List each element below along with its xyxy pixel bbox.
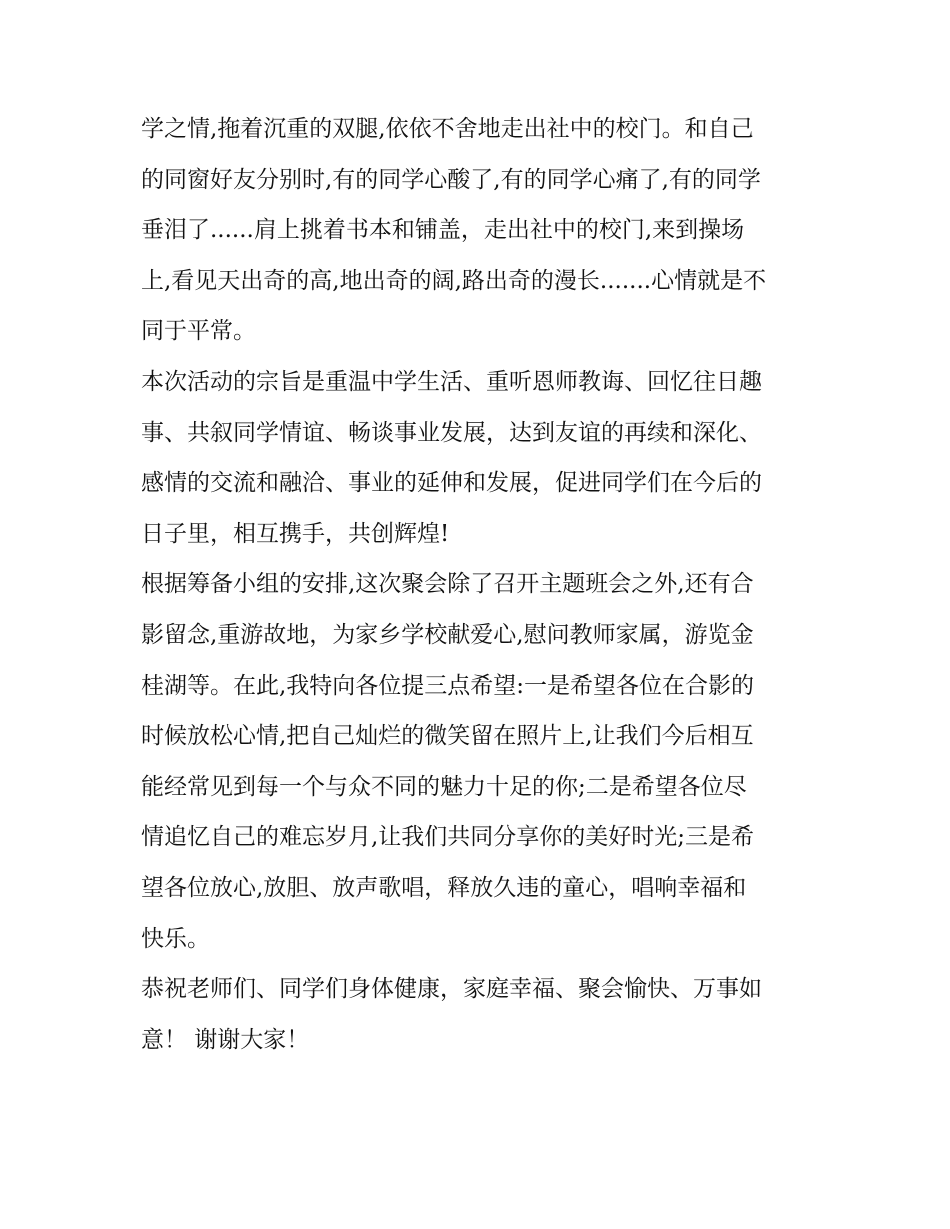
text-line: 日子里，相互携手，共创辉煌!	[141, 520, 450, 547]
text-line: 学之情,拖着沉重的双腿,依依不舍地走出社中的校门。和自己	[141, 116, 754, 142]
text-line: 望各位放心,放胆、放声歌唱，释放久违的童心，唱响幸福和	[141, 874, 747, 901]
text-line: 的同窗好友分别时,有的同学心酸了,有的同学心痛了,有的同学	[141, 166, 761, 193]
text-line: 本次活动的宗旨是重温中学生活、重听恩师教诲、回忆往日趣	[141, 368, 762, 395]
text-line: 上,看见天出奇的高,地出奇的阔,路出奇的漫长.......心情就是不	[141, 267, 767, 294]
document-body	[141, 104, 821, 1065]
text-line: 桂湖等。在此,我特向各位提三点希望:一是希望各位在合影的	[141, 672, 755, 699]
text-line: 情追忆自己的难忘岁月,让我们共同分享你的美好时光;三是希	[141, 824, 755, 851]
text-line: 能经常见到每一个与众不同的魅力十足的你;二是希望各位尽	[141, 773, 747, 800]
text-line: 垂泪了......肩上挑着书本和铺盖，走出社中的校门,来到操场	[141, 217, 745, 244]
text-line: 根据筹备小组的安排,这次聚会除了召开主题班会之外,还有合	[141, 571, 754, 598]
text-line: 时候放松心情,把自己灿烂的微笑留在照片上,让我们今后相互	[141, 723, 754, 750]
text-line: 影留念,重游故地，为家乡学校献爱心,慰问教师家属，游览金	[141, 621, 754, 648]
text-line: 快乐。	[141, 925, 210, 952]
text-line: 意！ 谢谢大家！	[141, 1026, 310, 1053]
text-line: 感情的交流和融洽、事业的延伸和发展，促进同学们在今后的	[141, 470, 762, 497]
text-line: 恭祝老师们、同学们身体健康，家庭幸福、聚会愉快、万事如	[141, 976, 762, 1003]
text-line: 同于平常。	[141, 318, 256, 345]
text-line: 事、共叙同学情谊、畅谈事业发展，达到友谊的再续和深化、	[141, 419, 762, 446]
